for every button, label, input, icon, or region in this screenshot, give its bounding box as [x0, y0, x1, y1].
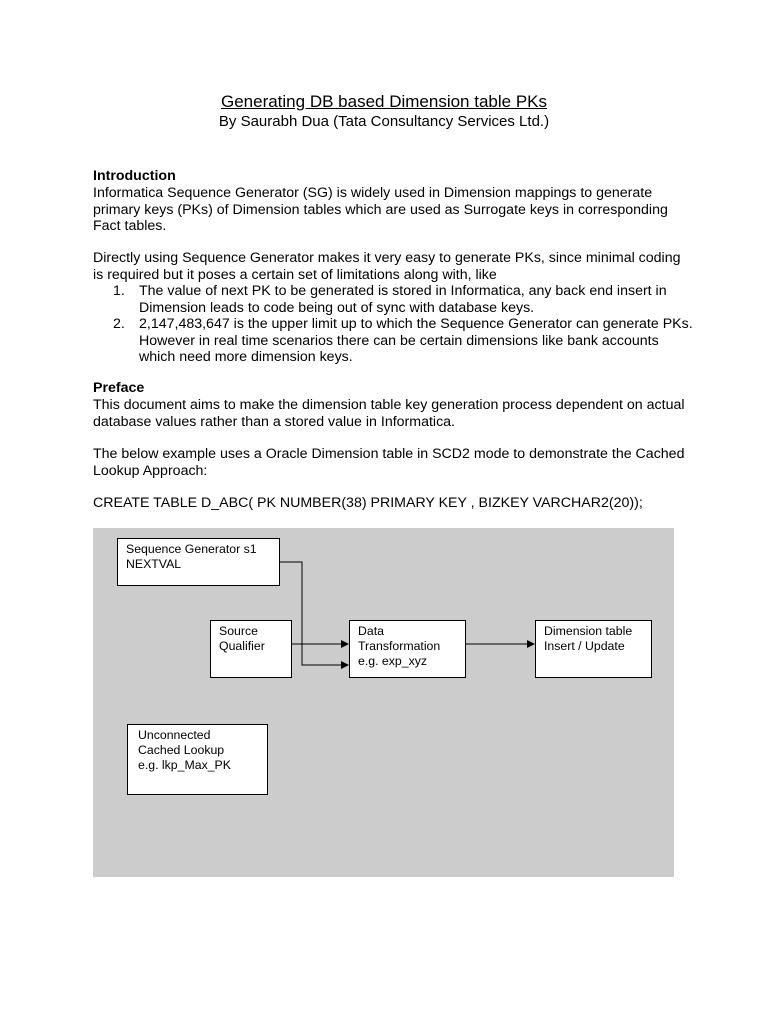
box-label: Dimension table	[544, 624, 633, 638]
document-title: Generating DB based Dimension table PKs	[220, 92, 547, 111]
document-author: By Saurabh Dua (Tata Consultancy Services Ltd.)	[218, 113, 550, 130]
box-label: Cached Lookup	[138, 743, 225, 757]
list-item	[93, 316, 693, 366]
box-label: NEXTVAL	[126, 557, 182, 571]
box-label: e.g. lkp_Max_PK	[138, 758, 231, 772]
introduction-paragraph-1: Informatica Sequence Generator (SG) is widely used in Dimension mappings to generate primary keys (PKs) of Dimension tables which are used as Surrogate keys in corresponding Fact tables.	[93, 185, 668, 234]
mapping-diagram	[93, 528, 674, 877]
dimension-table-box	[535, 620, 652, 678]
introduction-paragraph-2: Directly using Sequence Generator makes it very easy to generate PKs, since minimal coding is required but it poses a certain set of limitations along with, like	[93, 250, 681, 283]
box-label: Transformation	[358, 639, 441, 653]
box-label: Source	[219, 624, 258, 638]
preface-heading: Preface	[93, 380, 145, 396]
limitations-list	[93, 283, 693, 366]
box-label: Data	[358, 624, 384, 638]
list-item	[93, 283, 693, 316]
box-label: Sequence Generator s1	[126, 542, 257, 556]
preface-paragraph-2: The below example uses a Oracle Dimension table in SCD2 mode to demonstrate the Cached Lookup Approach:	[93, 446, 685, 479]
box-label: Insert / Update	[544, 639, 625, 653]
list-item-number: 1.	[113, 283, 125, 299]
box-label: Unconnected	[138, 728, 211, 742]
create-table-statement: CREATE TABLE D_ABC( PK NUMBER(38) PRIMARY KEY , BIZKEY VARCHAR2(20));	[93, 495, 643, 511]
introduction-heading: Introduction	[93, 168, 176, 184]
list-item-text: 2,147,483,647 is the upper limit up to which the Sequence Generator can generate PKs. However in real time scenarios there can be certain dimensions like bank accounts which need more dimension keys.	[139, 316, 693, 365]
sequence-generator-box	[117, 538, 280, 586]
cached-lookup-box	[127, 724, 268, 795]
list-item-text: The value of next PK to be generated is stored in Informatica, any back end insert in Dimension leads to code being out of sync with database keys.	[139, 283, 667, 316]
box-label: Qualifier	[219, 639, 265, 653]
source-qualifier-box	[210, 620, 292, 678]
list-item-number: 2.	[113, 316, 125, 332]
preface-paragraph-1: This document aims to make the dimension table key generation process dependent on actual database values rather than a stored value in Informatica.	[93, 397, 685, 430]
box-label: e.g. exp_xyz	[358, 654, 428, 668]
data-transformation-box	[349, 620, 466, 678]
